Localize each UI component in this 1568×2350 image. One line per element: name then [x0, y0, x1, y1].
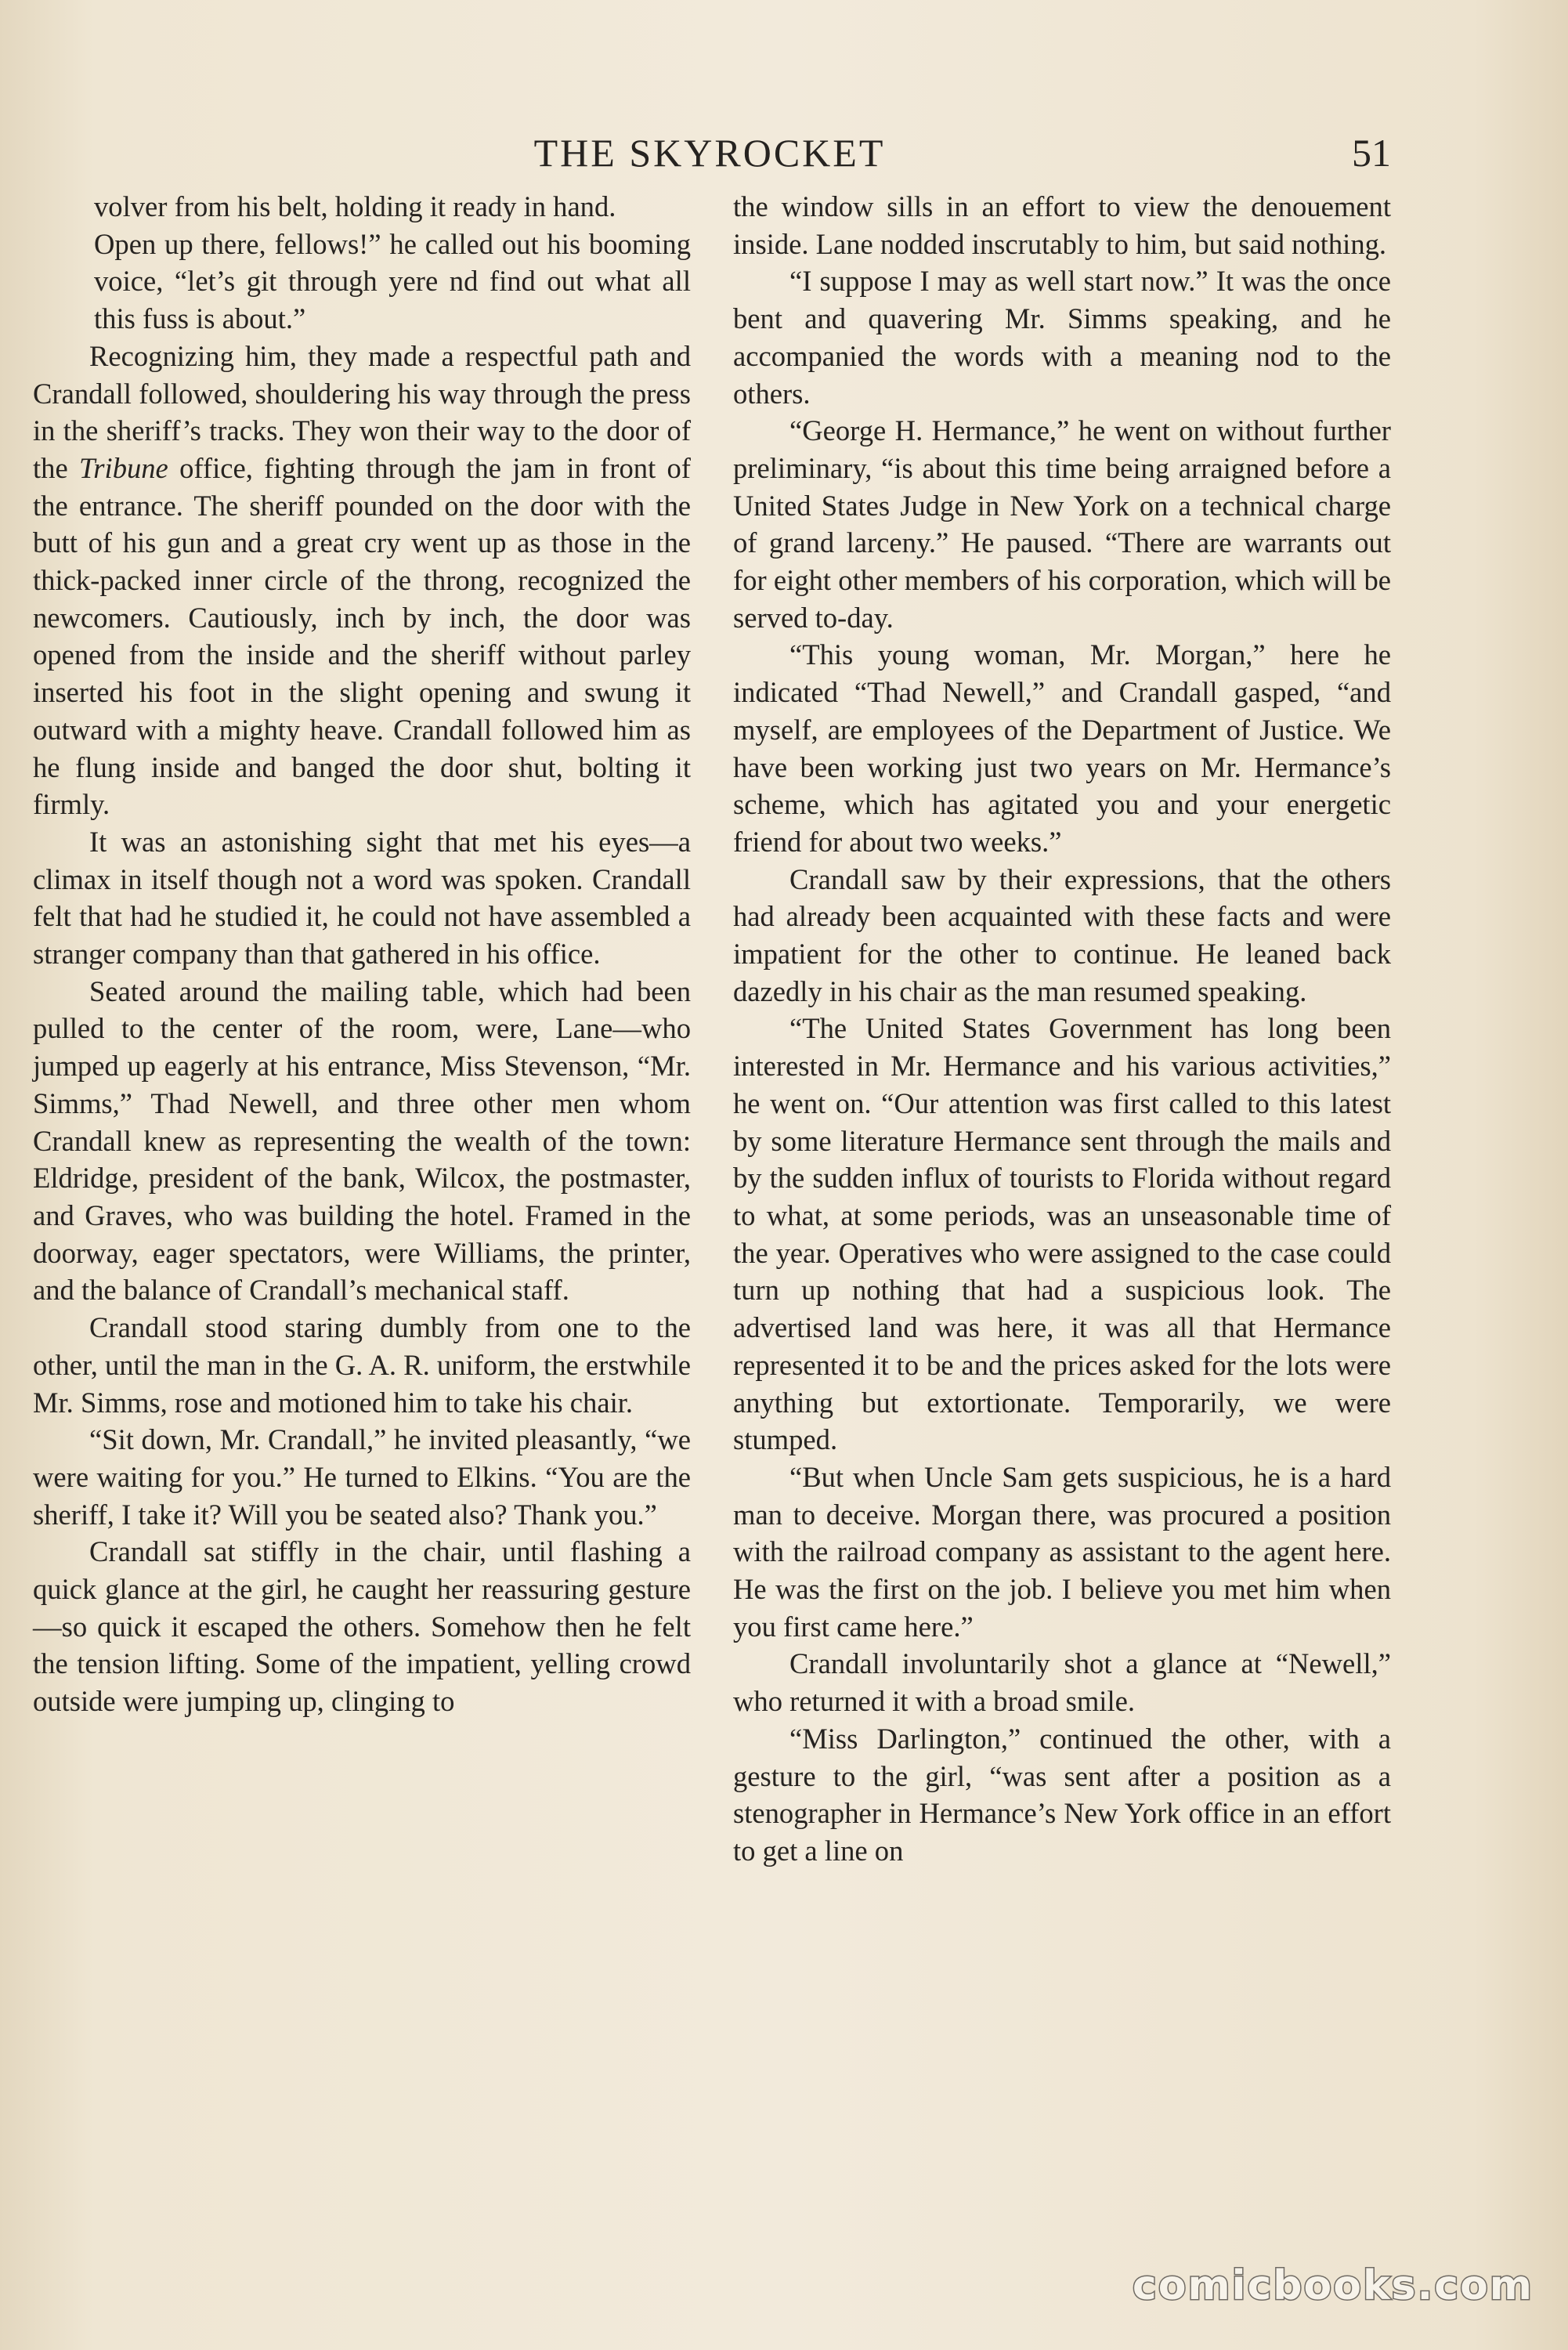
paragraph: Crandall saw by their expressions, that the others had already been acquainted with these facts and were impatient for the other to continue. He leaned back dazedly in his chair as the man resumed speaking.: [733, 862, 1391, 1007]
paragraph: “George H. Hermance,” he went on without further preliminary, “is about this time being arraigned before a United States Judge in New York on a technical charge of grand larceny.” He paused. “There are warrants out for eight other members of his corporation, which will be served to-day.: [733, 414, 1391, 634]
italic-title: Tribune: [78, 451, 168, 484]
running-head: [0, 125, 1568, 180]
paragraph: Open up there, fellows!” he called out his booming voice, “let’s git through yere nd find out what all this fuss is about.”: [94, 227, 691, 335]
paragraph: It was an astonishing sight that met his eyes—a climax in itself though not a word was spoken. Crandall felt that had he studied it, he could not have assembled a stranger company than that gathered in his office.: [33, 825, 691, 971]
page-number: 51: [1352, 131, 1391, 175]
running-title: THE SKYROCKET: [533, 131, 886, 175]
paragraph: Seated around the mailing table, which had been pulled to the center of the room, were, Lane—who jumped up eagerly at his entrance, Miss Stevenson, “Mr. Simms,” Thad Newell, and three other men whom Crandall knew as representing the wealth of the town: Eldridge, president of the bank, Wilcox, the postmaster, and Graves, who was building the hotel. Framed in the doorway, eager spectators, were Williams, the printer, and the balance of Crandall’s mechanical staff.: [33, 974, 691, 1307]
paragraph: “This young woman, Mr. Morgan,” here he indicated “Thad Newell,” and Crandall gasped, “and myself, are employees of the Department of Justice. We have been working just two years on Mr. Hermance’s scheme, which has agitated you and your energetic friend for about two weeks.”: [733, 638, 1391, 858]
paragraph: the window sills in an effort to view the denouement inside. Lane nodded inscrutably to him, but said nothing.: [733, 190, 1391, 260]
left-column: [33, 188, 691, 1720]
paragraph: “The United States Government has long been interested in Mr. Hermance and his various activities,” he went on. “Our attention was first called to this latest by some literature Hermance sent through the mails and by the sudden influx of tourists to Florida without regard to what, at some periods, was an unseasonable time of the year. Operatives who were assigned to the case could turn up nothing that had a suspicious look. The advertised land was here, it was all that Hermance represented it to be and the prices asked for the lots were anything but extortionate. Temporarily, we were stumped.: [733, 1012, 1391, 1456]
paragraph: volver from his belt, holding it ready in hand.: [94, 190, 616, 222]
paragraph: Recognizing him, they made a respectful path and Crandall followed, shouldering his way through the press in the sheriff’s tracks. They won their way to the door of the Tribune office, fighting through the jam in front of the entrance. The sheriff pounded on the door with the butt of his gun and a great cry went up as those in the thick-packed inner circle of the throng, recognized the newcomers. Cautiously, inch by inch, the door was opened from the inside and the sheriff without parley inserted his foot in the slight opening and swung it outward with a mighty heave. Crandall followed him as he flung inside and banged the door shut, bolting it firmly.: [33, 339, 691, 821]
paragraph: “But when Uncle Sam gets suspicious, he is a hard man to deceive. Morgan there, was procured a position with the railroad company as assistant to the agent here. He was the first on the job. I believe you met him when you first came here.”: [733, 1460, 1391, 1643]
paragraph: Crandall stood staring dumbly from one to the other, until the man in the G. A. R. uniform, the erstwhile Mr. Simms, rose and motioned him to take his chair.: [33, 1311, 691, 1419]
right-column: [733, 188, 1391, 1870]
paragraph: Crandall sat stiffly in the chair, until flashing a quick glance at the girl, he caught her reassuring gesture—so quick it escaped the others. Somehow then he felt the tension lifting. Some of the impatient, yelling crowd outside were jumping up, clinging to: [33, 1535, 691, 1718]
paragraph: “I suppose I may as well start now.” It was the once bent and quavering Mr. Simms speaking, and he accompanied the words with a meaning nod to the others.: [733, 265, 1391, 410]
paragraph: “Sit down, Mr. Crandall,” he invited pleasantly, “we were waiting for you.” He turned to Elkins. “You are the sheriff, I take it? Will you be seated also? Thank you.”: [33, 1423, 691, 1531]
watermark-logo: comicbooks.com: [1132, 2262, 1534, 2309]
paragraph: “Miss Darlington,” continued the other, with a gesture to the girl, “was sent after a position as a stenographer in Hermance’s New York office in an effort to get a line on: [733, 1722, 1391, 1867]
paragraph: Crandall involuntarily shot a glance at “Newell,” who returned it with a broad smile.: [733, 1647, 1391, 1718]
